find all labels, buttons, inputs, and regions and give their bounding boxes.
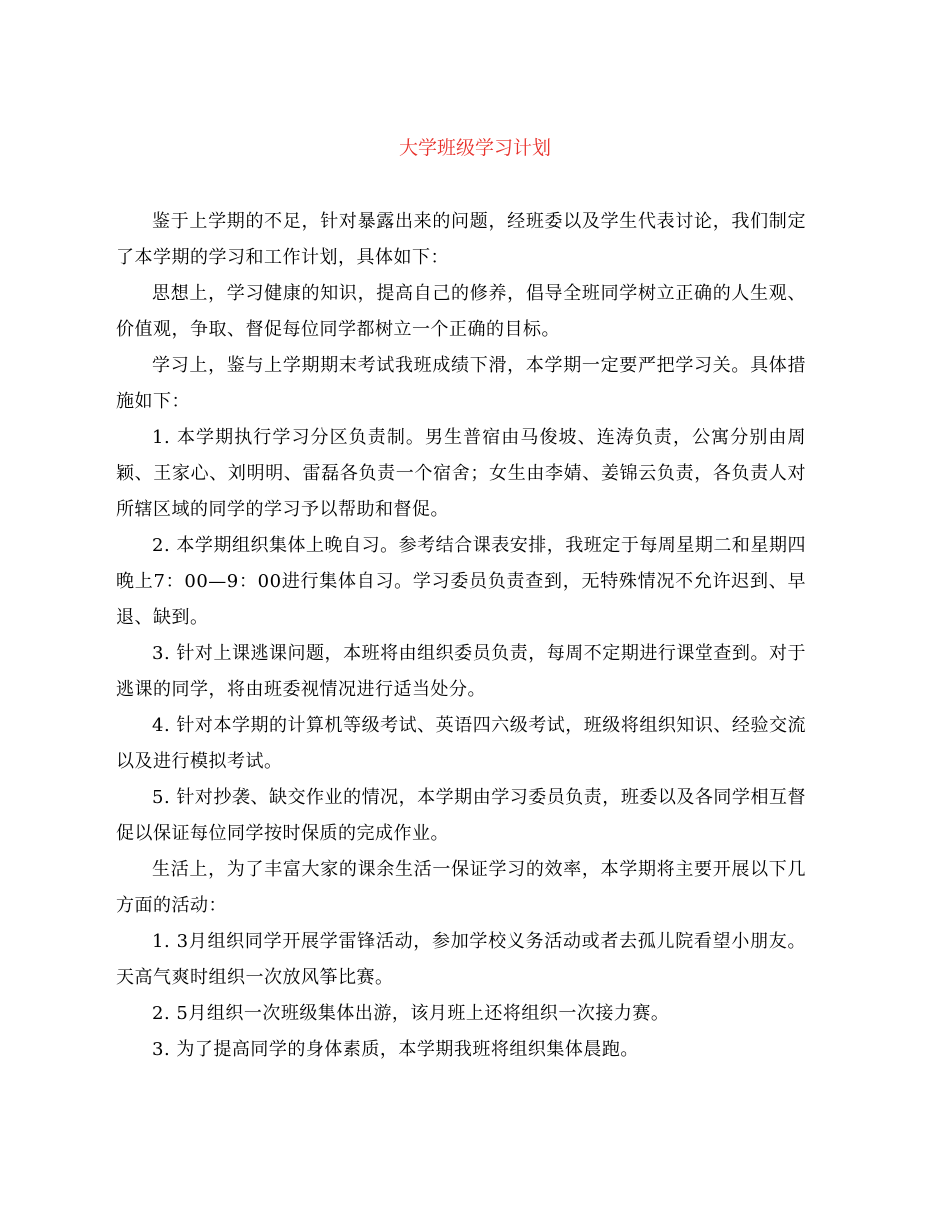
study-measure-4: 4. 针对本学期的计算机等级考试、英语四六级考试，班级将组织知识、经验交流以及进行模拟考试。	[116, 715, 806, 772]
paragraph-life: 生活上，为了丰富大家的课余生活一保证学习的效率，本学期将主要开展以下几方面的活动：	[116, 859, 806, 916]
paragraph-study: 学习上，鉴与上学期期末考试我班成绩下滑，本学期一定要严把学习关。具体措施如下：	[116, 355, 806, 412]
life-activity-3: 3. 为了提高同学的身体素质，本学期我班将组织集体晨跑。	[152, 1039, 639, 1060]
paragraph-intro: 鉴于上学期的不足，针对暴露出来的问题，经班委以及学生代表讨论，我们制定了本学期的学习和工作计划，具体如下：	[116, 211, 806, 268]
life-activity-1: 1. 3月组织同学开展学雷锋活动，参加学校义务活动或者去孤儿院看望小朋友。天高气爽时组织一次放风筝比赛。	[116, 931, 806, 988]
study-measure-5: 5. 针对抄袭、缺交作业的情况，本学期由学习委员负责，班委以及各同学相互督促以保证每位同学按时保质的完成作业。	[116, 787, 806, 844]
paragraph-thought: 思想上，学习健康的知识，提高自己的修养，倡导全班同学树立正确的人生观、价值观，争取、督促每位同学都树立一个正确的目标。	[116, 283, 806, 340]
life-activity-2: 2. 5月组织一次班级集体出游，该月班上还将组织一次接力赛。	[152, 1003, 670, 1024]
study-measure-3: 3. 针对上课逃课问题，本班将由组织委员负责，每周不定期进行课堂查到。对于逃课的同学，将由班委视情况进行适当处分。	[116, 643, 806, 700]
document-body	[116, 204, 806, 1068]
document-title: 大学班级学习计划	[398, 137, 551, 159]
study-measure-1: 1. 本学期执行学习分区负责制。男生普宿由马俊坡、连涛负责，公寓分别由周颖、王家心、刘明明、雷磊各负责一个宿舍；女生由李婧、姜锦云负责，各负责人对所辖区域的同学的学习予以帮助和督促。	[116, 427, 806, 520]
study-measure-2: 2. 本学期组织集体上晚自习。参考结合课表安排，我班定于每周星期二和星期四晚上7：00—9：00进行集体自习。学习委员负责查到，无特殊情况不允许迟到、早退、缺到。	[116, 535, 806, 628]
